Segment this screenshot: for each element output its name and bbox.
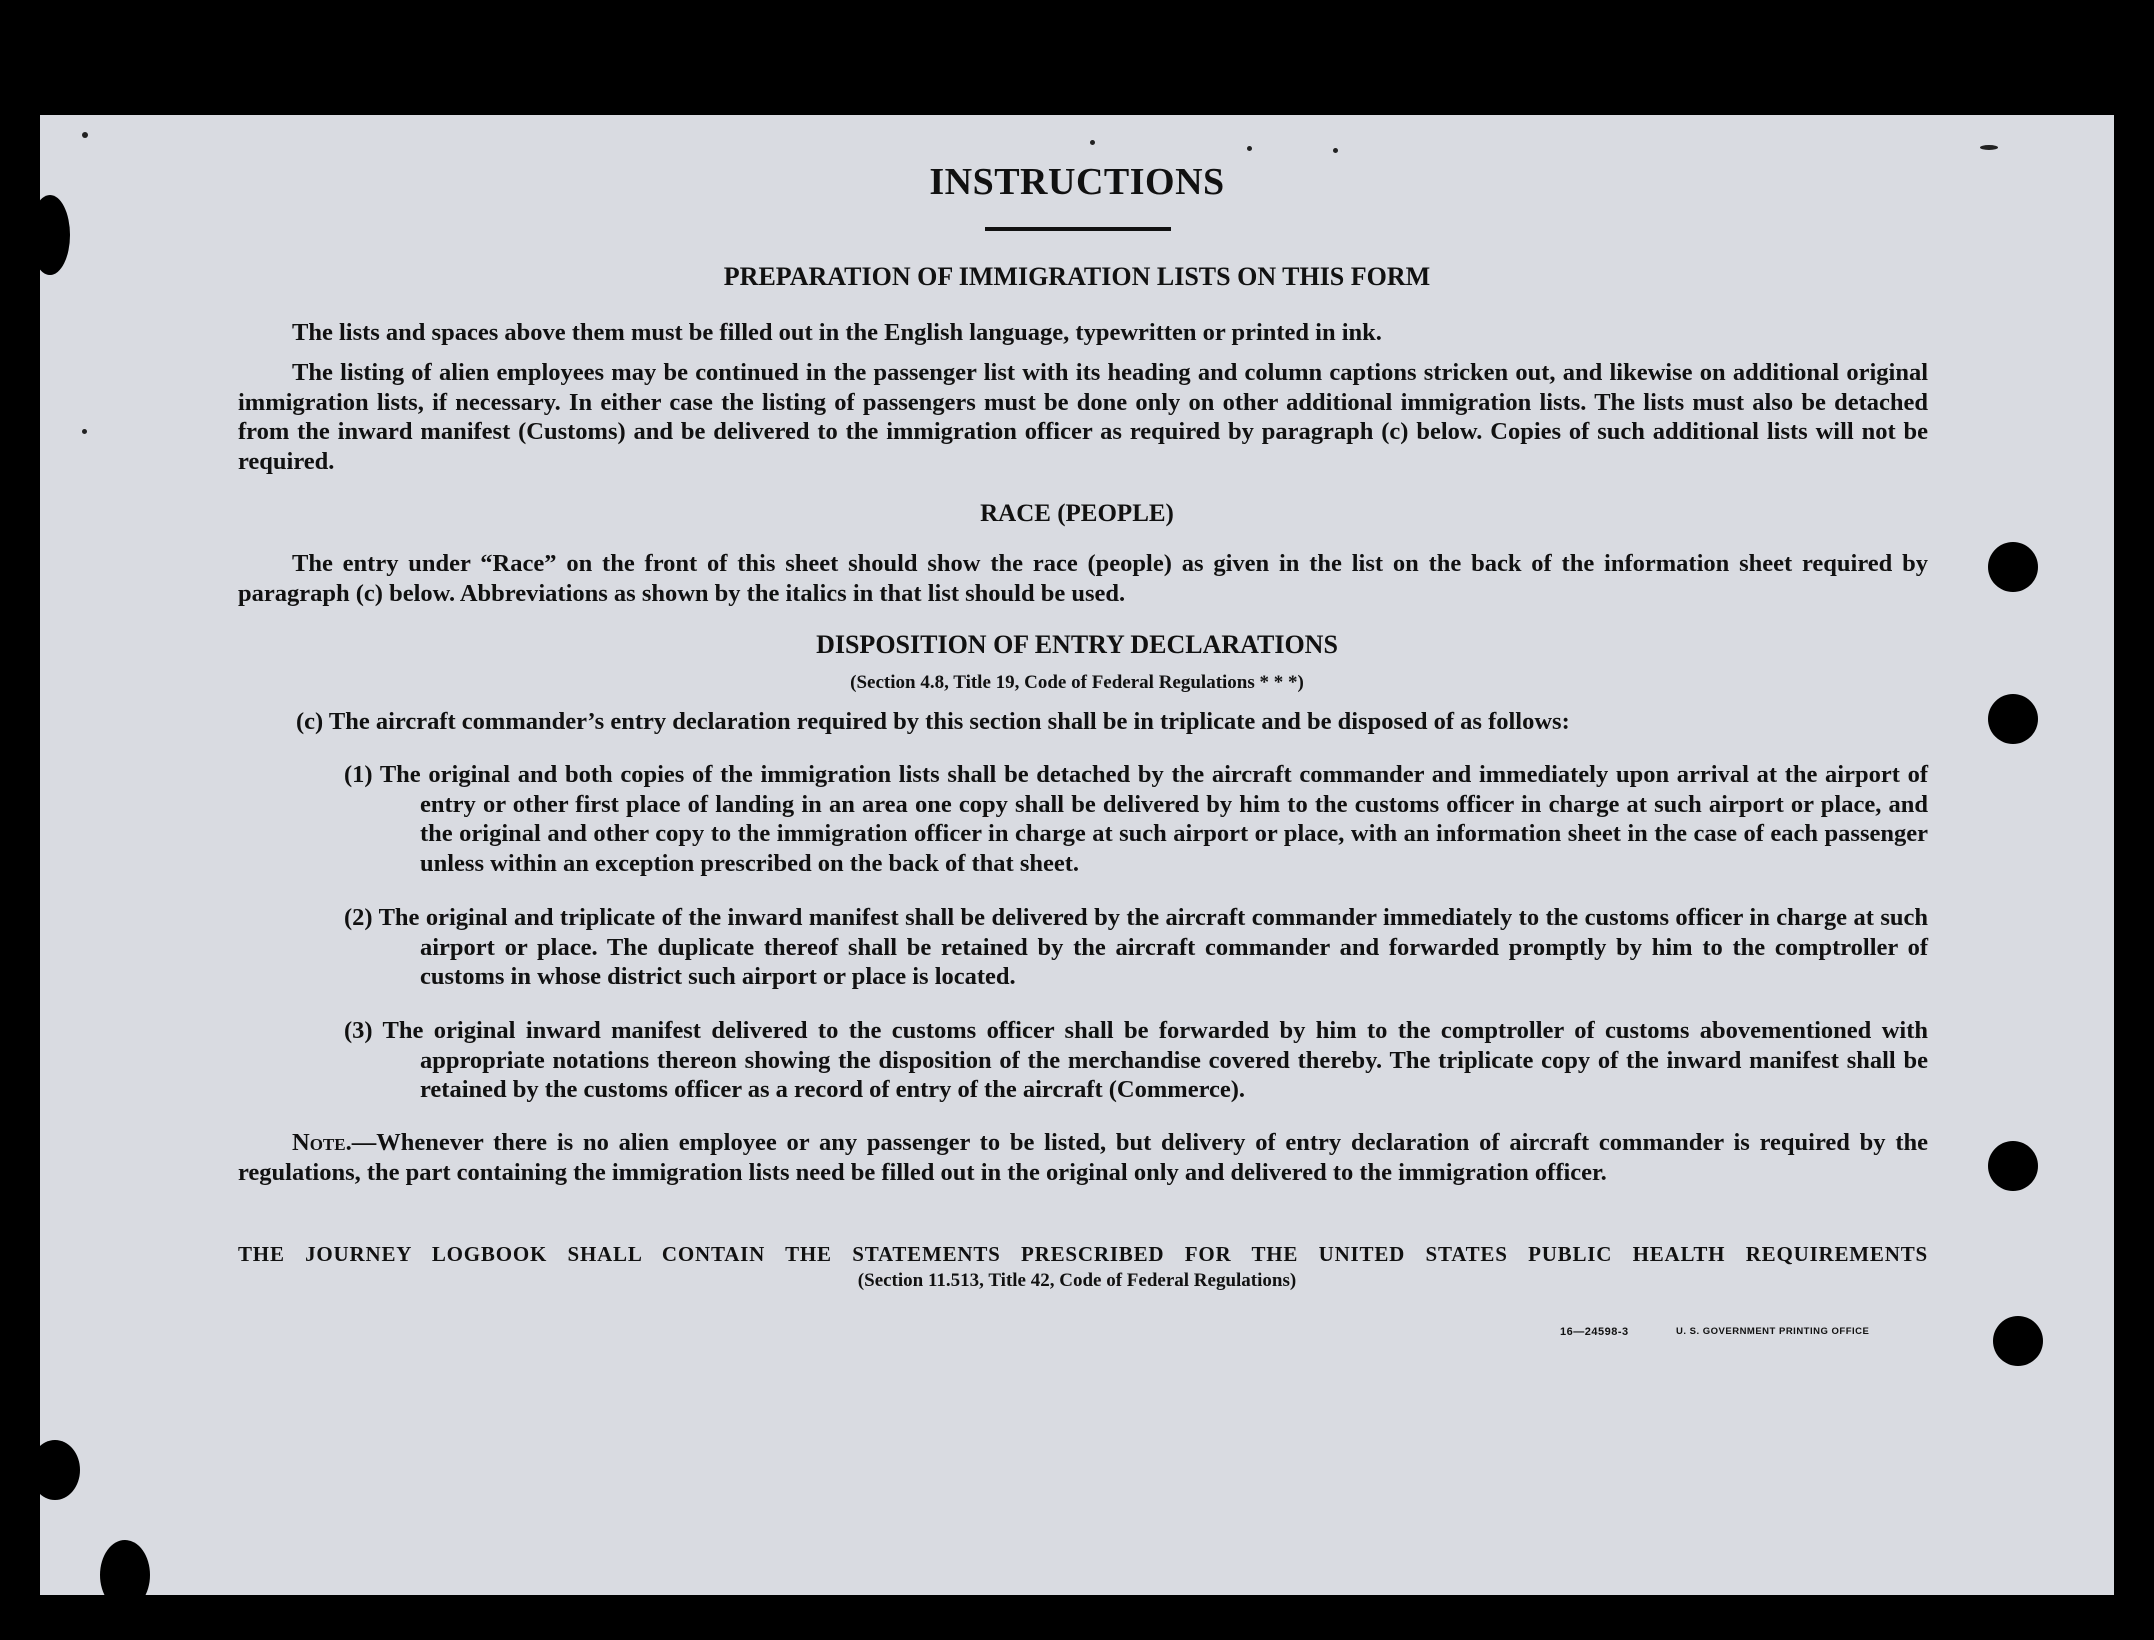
paragraph-c	[296, 707, 1928, 737]
item-1-number: (1)	[344, 761, 373, 788]
item-2	[344, 903, 1928, 992]
section-subheading-regulations: (Section 4.8, Title 19, Code of Federal Regulations * * *)	[850, 672, 1304, 693]
item-1	[344, 760, 1928, 878]
form-number: 16—24598-3	[1560, 1326, 1629, 1338]
paragraph-c-label: (c)	[296, 708, 324, 735]
journey-logbook-subline: (Section 11.513, Title 42, Code of Federal Regulations)	[857, 1270, 1297, 1291]
speck	[1247, 146, 1252, 151]
item-2-text: The original and triplicate of the inward manifest shall be delivered by the aircraft commander immediately to the customs officer in charge at such airport or place. The duplicate thereof shall be retained by the aircraft commander and forwarded promptly by him to the comptroller of customs in whose district such airport or place is located.	[378, 904, 1928, 990]
item-3-text: The original inward manifest delivered to the customs officer shall be forwarded by him to the comptroller of customs abovementioned with appropriate notations thereon showing the disposition of the merchandise covered thereby. The triplicate copy of the inward manifest shall be retained by the customs officer as a record of entry of the aircraft (Commerce).	[382, 1017, 1928, 1103]
printer-imprint: U. S. GOVERNMENT PRINTING OFFICE	[1676, 1326, 1870, 1337]
punch-hole	[1988, 1141, 2038, 1191]
speck	[1980, 145, 1998, 150]
title-rule	[985, 227, 1171, 231]
page-title: INSTRUCTIONS	[929, 161, 1225, 203]
section-heading-race: RACE (PEOPLE)	[980, 500, 1174, 527]
paragraph-alien-employees: The listing of alien employees may be continued in the passenger list with its heading and column captions stricken out, and likewise on additional original immigration lists, if necessary. In either case the listing of passengers must be done only on other additional immigration lists. The lists must also be detached from the inward manifest (Customs) and be delivered to the immigration officer as required by paragraph (c) below. Copies of such additional lists will not be required.	[238, 359, 1928, 475]
punch-hole	[1988, 542, 2038, 592]
torn-edge	[30, 1440, 80, 1500]
item-2-number: (2)	[344, 904, 373, 931]
note-paragraph	[238, 1128, 1928, 1187]
note-text: —Whenever there is no alien employee or any passenger to be listed, but delivery of entry declaration of aircraft commander is required by the regulations, the part containing the immigration lists need be filled out in the original only and delivered to the immigration officer.	[238, 1129, 1928, 1186]
speck	[82, 132, 88, 138]
section-heading-disposition: DISPOSITION OF ENTRY DECLARATIONS	[816, 630, 1338, 659]
punch-hole	[1988, 694, 2038, 744]
punch-hole	[1993, 1316, 2043, 1366]
speck	[1333, 148, 1338, 153]
paragraph-race: The entry under “Race” on the front of this sheet should show the race (people) as given in the list on the back of the information sheet required by paragraph (c) below. Abbreviations as shown by the italics in that list should be used.	[238, 550, 1928, 607]
note-label: Note.	[292, 1129, 352, 1156]
speck	[82, 429, 87, 434]
section-heading-preparation: PREPARATION OF IMMIGRATION LISTS ON THIS FORM	[723, 262, 1431, 291]
speck	[1090, 140, 1095, 145]
torn-edge	[100, 1540, 150, 1610]
item-3	[344, 1016, 1928, 1105]
paragraph-lists-english: The lists and spaces above them must be filled out in the English language, typewritten or printed in ink.	[292, 319, 1382, 346]
journey-logbook-line: THE JOURNEY LOGBOOK SHALL CONTAIN THE STATEMENTS PRESCRIBED FOR THE UNITED STATES PUBLIC HEALTH REQUIREMENTS	[238, 1242, 1928, 1266]
item-1-text: The original and both copies of the immigration lists shall be detached by the aircraft commander and immediately upon arrival at the airport of entry or other first place of landing in an area one copy shall be delivered by him to the customs officer in charge at such airport or place, and the original and other copy to the immigration officer in charge at such airport or place, with an information sheet in the case of each passenger unless within an exception prescribed on the back of that sheet.	[379, 761, 1928, 877]
paragraph-c-text: The aircraft commander’s entry declaration required by this section shall be in triplicate and be disposed of as follows:	[328, 708, 1570, 735]
item-3-number: (3)	[344, 1017, 373, 1044]
